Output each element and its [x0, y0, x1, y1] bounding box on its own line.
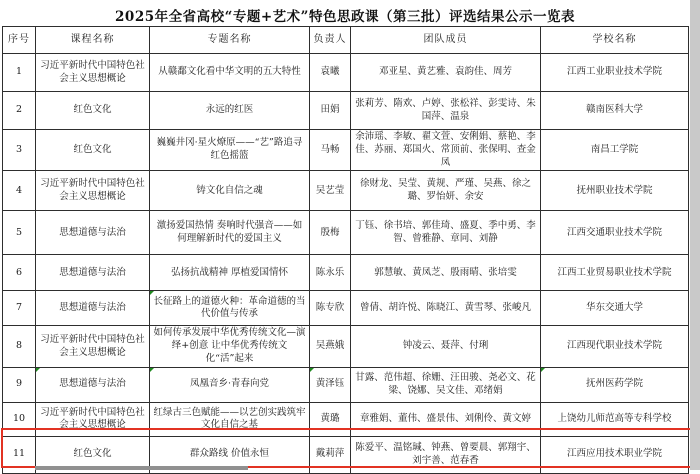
cell-seq: 4 — [3, 171, 36, 211]
cell-school: 赣南医科大学 — [541, 92, 689, 130]
cell-leader: 吴燕娥 — [310, 326, 351, 367]
cell-school: 抚州职业技术学院 — [541, 171, 689, 211]
col-header-team: 团队成员 — [351, 27, 541, 54]
cell-leader: 吴艺莹 — [310, 171, 351, 211]
table-header-row — [3, 27, 689, 54]
cell-leader: 殷梅 — [310, 211, 351, 255]
comment-marker — [310, 368, 314, 372]
cell-team: 郭慧敏、黄凤芝、殷雨晴、张培雯 — [351, 255, 541, 291]
cell-leader: 戴莉萍 — [310, 436, 351, 473]
cell-topic: 激扬爱国热情 奏响时代强音——如何理解新时代的爱国主义 — [150, 211, 310, 255]
table-row — [3, 255, 689, 291]
cell-school: 江西工业贸易职业技术学院 — [541, 255, 689, 291]
table-row — [3, 291, 689, 326]
cell-school: 江西现代职业技术学院 — [541, 326, 689, 367]
comment-marker — [36, 368, 40, 372]
cell-course: 红色文化 — [36, 130, 150, 171]
col-header-school: 学校名称 — [541, 27, 689, 54]
cell-leader: 陈专欣 — [310, 291, 351, 326]
cell-topic: 凤凰音乡·青春向党 — [150, 367, 310, 402]
col-header-leader: 负责人 — [310, 27, 351, 54]
cell-seq: 2 — [3, 92, 36, 130]
cell-school: 南昌工学院 — [541, 130, 689, 171]
cell-course: 思想道德与法治 — [36, 255, 150, 291]
results-table — [2, 26, 689, 474]
col-header-topic: 专题名称 — [150, 27, 310, 54]
comment-marker — [150, 368, 154, 372]
cell-seq: 11 — [3, 436, 36, 473]
cell-school: 抚州医药学院 — [541, 367, 689, 402]
cell-topic: 红绿古三色赋能——以艺创实践筑牢文化自信之基 — [150, 402, 310, 436]
cell-topic: 铸文化自信之魂 — [150, 171, 310, 211]
comment-marker — [541, 368, 545, 372]
cell-school: 上饶幼儿师范高等专科学校 — [541, 402, 689, 436]
cell-leader: 黄泽钰 — [310, 367, 351, 402]
page-title: 2025年全省高校“专题+艺术”特色思政课（第三批）评选结果公示一览表 — [115, 9, 575, 25]
cell-team: 余沛瑶、李敏、翟文萱、安俐娟、蔡艳、李佳、苏丽、郑国火、常顶前、张保明、查金凤 — [351, 130, 541, 171]
cell-seq: 7 — [3, 291, 36, 326]
cell-course: 习近平新时代中国特色社会主义思想概论 — [36, 326, 150, 367]
cell-course: 思想道德与法治 — [36, 291, 150, 326]
cell-course: 思想道德与法治 — [36, 367, 150, 402]
cell-school: 华东交通大学 — [541, 291, 689, 326]
cell-team: 章雅娟、董伟、盛景伟、刘俐伶、黄文婷 — [351, 402, 541, 436]
cell-topic: 群众路线 价值永恒 — [150, 436, 310, 473]
cell-leader: 马畅 — [310, 130, 351, 171]
cell-topic: 永远的红医 — [150, 92, 310, 130]
table-row — [3, 130, 689, 171]
cell-team: 甘露、范伟超、徐姗、汪田骏、尧必文、花梁、饶娜、吴文佳、邓绪娟 — [351, 367, 541, 402]
cell-topic: 巍巍井冈·星火燎原——“艺”路追寻红色摇篮 — [150, 130, 310, 171]
results-table-body — [3, 54, 689, 474]
cell-topic: 弘扬抗战精神 厚植爱国情怀 — [150, 255, 310, 291]
cell-team: 丁钰、徐书培、郭佳琦、盛夏、季中勇、李智、曾雅静、章同、刘静 — [351, 211, 541, 255]
table-row — [3, 211, 689, 255]
cell-seq: 9 — [3, 367, 36, 402]
cell-course: 习近平新时代中国特色社会主义思想概论 — [36, 171, 150, 211]
col-header-course: 课程名称 — [36, 27, 150, 54]
table-row — [3, 92, 689, 130]
cell-team: 张莉芳、隋欢、卢婷、张松祥、彭雯诗、朱国萍、温泉 — [351, 92, 541, 130]
cell-seq: 3 — [3, 130, 36, 171]
cell-leader: 黄璐 — [310, 402, 351, 436]
cell-seq: 10 — [3, 402, 36, 436]
cell-team: 徐财龙、吴莹、黄规、严瑾、吴燕、徐之璐、罗怡妍、余安 — [351, 171, 541, 211]
cell-school: 江西应用技术职业学院 — [541, 436, 689, 473]
cell-school: 江西交通职业技术学院 — [541, 211, 689, 255]
cell-seq: 8 — [3, 326, 36, 367]
table-row — [3, 326, 689, 367]
cell-leader: 袁曦 — [310, 54, 351, 92]
table-row — [3, 54, 689, 92]
cell-seq: 1 — [3, 54, 36, 92]
cell-team: 曾倩、胡许悦、陈晓江、黄雪琴、张峻凡 — [351, 291, 541, 326]
cell-course: 习近平新时代中国特色社会主义思想概论 — [36, 54, 150, 92]
cell-course: 思想道德与法治 — [36, 211, 150, 255]
cell-topic: 从赣鄱文化看中华文明的五大特性 — [150, 54, 310, 92]
cell-team: 钟凌云、聂萍、付琍 — [351, 326, 541, 367]
cell-team: 邓亚星、黄艺雅、袁韵佳、周芳 — [351, 54, 541, 92]
page-edge-bottom — [35, 466, 248, 470]
table-row — [3, 367, 689, 402]
cell-leader: 陈永乐 — [310, 255, 351, 291]
cell-seq: 5 — [3, 211, 36, 255]
cell-leader: 田娟 — [310, 92, 351, 130]
col-header-seq: 序号 — [3, 27, 36, 54]
cell-course: 习近平新时代中国特色社会主义思想概论 — [36, 402, 150, 436]
table-row — [3, 171, 689, 211]
table-row — [3, 402, 689, 436]
cell-seq: 6 — [3, 255, 36, 291]
comment-marker — [150, 291, 154, 295]
cell-course: 红色文化 — [36, 92, 150, 130]
cell-course: 红色文化 — [36, 436, 150, 473]
cell-topic: 如何传承发展中华优秀传统文化—演绎+创意 让中华优秀传统文化“活”起来 — [150, 326, 310, 367]
cell-topic: 长征路上的道德火种：革命道德的当代价值与传承 — [150, 291, 310, 326]
cell-team: 陈爱平、温铭瑊、钟燕、曾要晨、郭翔宇、刘宇善、范春香 — [351, 436, 541, 473]
cell-school: 江西工业职业技术学院 — [541, 54, 689, 92]
page-edge-right — [690, 0, 700, 470]
